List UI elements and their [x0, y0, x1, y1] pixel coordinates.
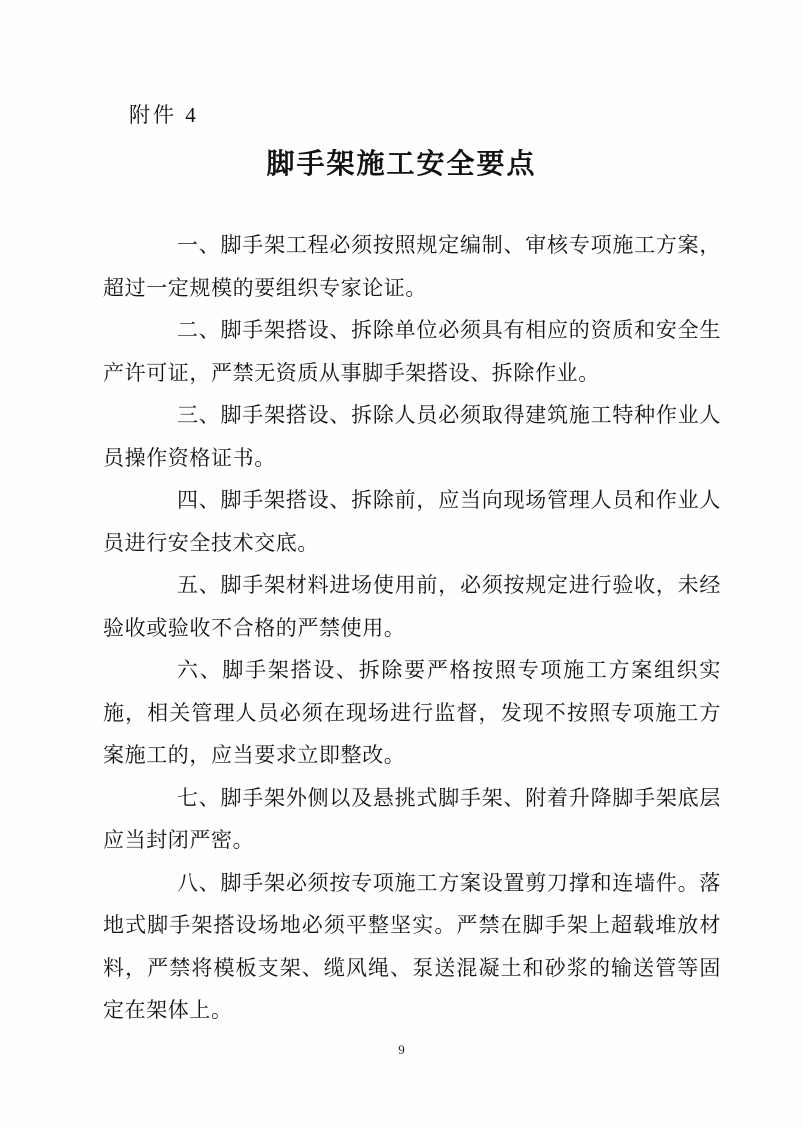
paragraph-1: 一、脚手架工程必须按照规定编制、审核专项施工方案，超过一定规模的要组织专家论证。: [103, 233, 721, 300]
page-title: 脚手架施工安全要点: [266, 149, 537, 180]
attachment-label: 附件 4: [129, 103, 199, 127]
paragraph-2: 二、脚手架搭设、拆除单位必须具有相应的资质和安全生产许可证，严禁无资质从事脚手架搭设、拆除作业。: [103, 318, 721, 385]
paragraph-3: 三、脚手架搭设、拆除人员必须取得建筑施工特种作业人员操作资格证书。: [103, 403, 721, 470]
document-body: [103, 224, 721, 1032]
paragraph-5: 五、脚手架材料进场使用前，必须按规定进行验收，未经验收或验收不合格的严禁使用。: [103, 573, 721, 640]
paragraph-4: 四、脚手架搭设、拆除前，应当向现场管理人员和作业人员进行安全技术交底。: [103, 488, 721, 555]
paragraph-8: 八、脚手架必须按专项施工方案设置剪刀撑和连墙件。落地式脚手架搭设场地必须平整坚实。严禁在脚手架上超载堆放材料，严禁将模板支架、缆风绳、泵送混凝土和砂浆的输送管等固定在架体上。: [103, 870, 721, 1022]
paragraph-6: 六、脚手架搭设、拆除要严格按照专项施工方案组织实施，相关管理人员必须在现场进行监督，发现不按照专项施工方案施工的，应当要求立即整改。: [103, 658, 721, 767]
paragraph-7: 七、脚手架外侧以及悬挑式脚手架、附着升降脚手架底层应当封闭严密。: [103, 785, 721, 852]
page-number: 9: [398, 1042, 405, 1057]
